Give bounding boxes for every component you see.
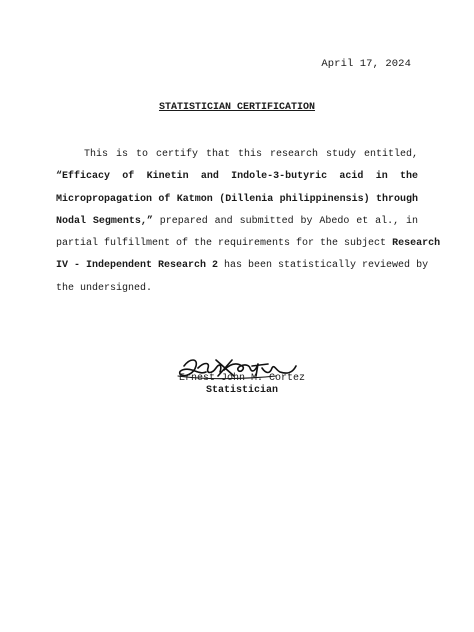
body-text-bold: Research (392, 238, 441, 250)
document-title: STATISTICIAN CERTIFICATION (158, 102, 316, 113)
body-line (56, 278, 418, 300)
signer-role: Statistician (205, 385, 278, 396)
body-text-segment: This is to certify that this research study entitled, (84, 149, 418, 160)
signer-name: Ernest John M. Cortez (178, 373, 306, 384)
body-line (56, 189, 418, 211)
certification-body (56, 144, 441, 300)
body-line (56, 255, 429, 277)
body-text-segment: the undersigned. (56, 282, 153, 294)
body-line (56, 166, 418, 188)
body-line (56, 233, 441, 255)
body-text-bold: “Efficacy of Kinetin and Indole-3-butyric acid in the (56, 171, 418, 183)
document-date: April 17, 2024 (321, 58, 411, 70)
body-text-segment: prepared and submitted by Abedo et al., in (152, 215, 419, 227)
body-text-bold: IV - Independent Research 2 (56, 260, 219, 272)
body-text-bold: Micropropagation of Katmon (Dillenia philippinensis) through (56, 193, 418, 205)
body-text-segment: partial fulfillment of the requirements for the subject (56, 238, 393, 250)
body-line (56, 211, 418, 233)
body-line (56, 144, 418, 166)
body-text-bold: Nodal Segments,” (56, 215, 153, 227)
body-text-segment: has been statistically reviewed by (218, 260, 429, 272)
